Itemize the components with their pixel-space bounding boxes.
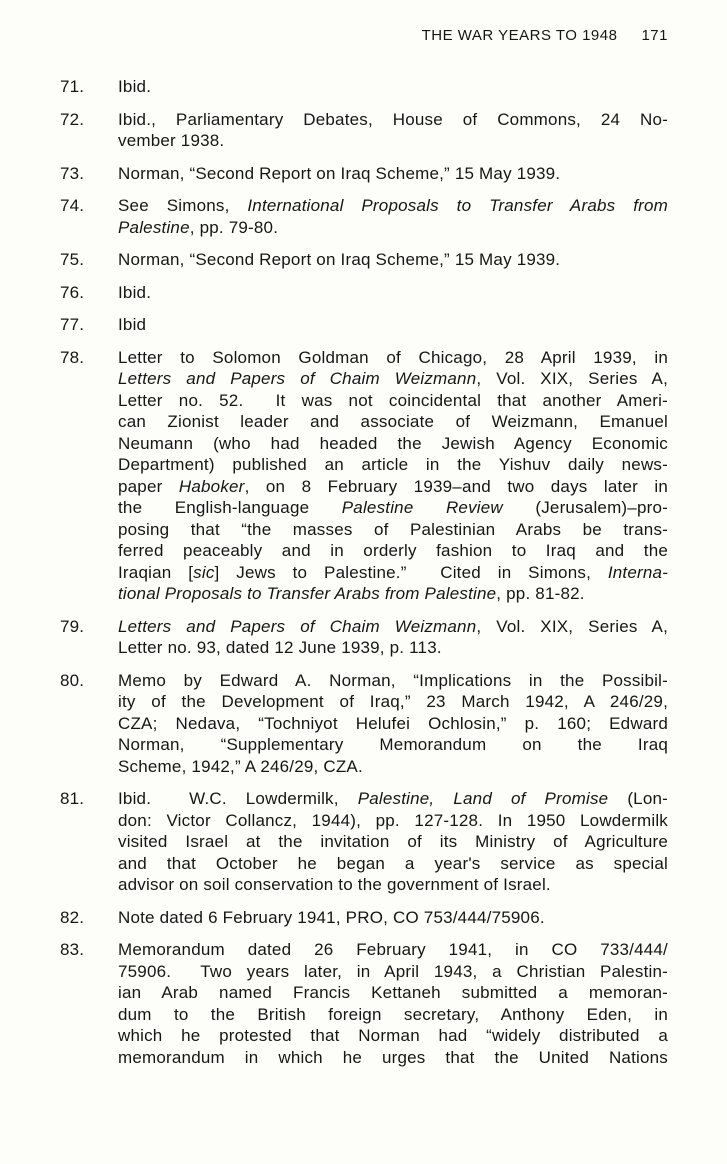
text-segment: don: Victor Collancz, 1944), pp. 127-128. In 1950 Lowdermilk: [118, 810, 668, 830]
text-line: [118, 1025, 668, 1047]
italic-text-segment: Letters and Papers of Chaim Weizmann: [118, 616, 477, 636]
italic-text-segment: International Proposals to Transfer Arabs from: [247, 196, 668, 215]
text-line: [118, 734, 668, 756]
text-line: [118, 163, 668, 185]
text-segment: Ibid., Parliamentary Debates, House of Commons, 24 No-: [118, 109, 668, 129]
endnote-item: [60, 76, 668, 98]
endnote-text: [118, 109, 668, 152]
endnote-number: 78.: [60, 347, 85, 367]
text-line: [118, 1047, 668, 1069]
endnote-number: 79.: [60, 616, 85, 636]
text-line: [118, 670, 668, 692]
endnote-number: 82.: [60, 907, 85, 927]
text-segment: (Lon-: [608, 789, 669, 808]
endnote-item: [60, 907, 668, 929]
text-line: [118, 249, 668, 271]
endnote-text: [118, 939, 668, 1068]
text-segment: Memo by Edward A. Norman, “Implications in the Possibil-: [118, 670, 668, 690]
text-line: [118, 217, 668, 239]
text-line: [118, 788, 668, 810]
italic-text-segment: Palestine: [118, 217, 190, 237]
text-segment: which he protested that Norman had “widely distributed a: [118, 1026, 668, 1045]
endnote-item: [60, 195, 668, 238]
endnote-number: 83.: [60, 940, 85, 959]
endnote-number: 73.: [60, 163, 85, 183]
text-segment: the English-language: [118, 498, 342, 517]
text-segment: , pp. 79-80.: [189, 217, 279, 237]
text-line: [118, 540, 668, 562]
text-line: [118, 1004, 668, 1026]
text-segment: ity of the Development of Iraq,” 23 March 1942, A 246/29,: [118, 692, 668, 711]
text-segment: ian Arab named Francis Kettaneh submitted a memoran-: [118, 983, 668, 1002]
endnote-item: [60, 249, 668, 271]
text-segment: memorandum in which he urges that the United Nations: [118, 1047, 668, 1067]
endnote-text: [118, 616, 668, 659]
page-number: 171: [641, 27, 668, 44]
text-segment: , Vol. XIX, Series A,: [476, 369, 668, 388]
text-segment: , on 8 February 1939–and two days later in: [244, 476, 668, 496]
text-segment: Letter no. 93, dated 12 June 1939, p. 113.: [118, 638, 442, 657]
text-segment: See Simons,: [118, 196, 248, 215]
endnotes-list: [60, 76, 668, 1079]
text-segment: (Jerusalem)–pro-: [502, 498, 668, 517]
text-line: [118, 907, 668, 929]
text-line: [118, 853, 668, 875]
text-line: [118, 874, 668, 896]
text-segment: ferred peaceably and in orderly fashion to Iraq and the: [118, 541, 668, 560]
text-segment: Department) published an article in the Yishuv daily news-: [118, 455, 668, 474]
text-segment: Ibid.: [118, 77, 152, 96]
text-segment: Ibid.: [118, 282, 152, 302]
text-segment: , pp. 81-82.: [496, 584, 585, 603]
text-segment: advisor on soil conservation to the government of Israel.: [118, 875, 551, 894]
endnote-item: [60, 282, 668, 304]
text-line: [118, 497, 668, 519]
text-segment: Iraqian [: [118, 562, 194, 582]
text-line: [118, 433, 668, 455]
text-line: [118, 810, 668, 832]
text-line: [118, 282, 668, 304]
text-segment: , Vol. XIX, Series A,: [476, 616, 668, 636]
endnote-item: [60, 788, 668, 896]
endnote-text: [118, 249, 668, 271]
endnote-number: 75.: [60, 250, 85, 269]
text-segment: Letter no. 52. It was not coincidental that another Ameri-: [118, 390, 668, 410]
endnote-number: 76.: [60, 282, 85, 302]
text-segment: Ibid. W.C. Lowdermilk,: [118, 789, 358, 808]
endnote-number: 71.: [60, 77, 85, 96]
endnote-text: [118, 314, 668, 336]
text-line: [118, 583, 668, 605]
text-segment: paper: [118, 476, 179, 496]
endnote-number: 80.: [60, 670, 85, 690]
text-line: [118, 756, 668, 778]
text-line: [118, 347, 668, 369]
endnote-number: 77.: [60, 315, 85, 334]
text-line: [118, 961, 668, 983]
endnote-item: [60, 163, 668, 185]
text-line: [118, 939, 668, 961]
text-segment: Norman, “Second Report on Iraq Scheme,” 15 May 1939.: [118, 163, 561, 183]
text-line: [118, 368, 668, 390]
text-line: [118, 109, 668, 131]
endnote-number: 81.: [60, 789, 85, 808]
italic-text-segment: tional Proposals to Transfer Arabs from Palestine: [118, 584, 497, 603]
text-segment: Scheme, 1942,” A 246/29, CZA.: [118, 756, 363, 776]
text-segment: can Zionist leader and associate of Weizmann, Emanuel: [118, 412, 668, 431]
running-title: THE WAR YEARS TO 1948: [421, 27, 618, 44]
italic-text-segment: sic: [193, 562, 215, 582]
text-segment: 75906. Two years later, in April 1943, a Christian Palestin-: [118, 961, 668, 981]
text-segment: Neumann (who had headed the Jewish Agency Economic: [118, 433, 668, 453]
text-line: [118, 195, 668, 217]
text-segment: Memorandum dated 26 February 1941, in CO 733/444/: [118, 940, 668, 959]
italic-text-segment: Haboker: [178, 476, 245, 496]
text-line: [118, 982, 668, 1004]
text-line: [118, 390, 668, 412]
text-segment: posing that “the masses of Palestinian Arabs be trans-: [118, 519, 668, 539]
text-line: [118, 831, 668, 853]
endnote-number: 72.: [60, 109, 85, 129]
text-line: [118, 411, 668, 433]
text-segment: CZA; Nedava, “Tochniyot Helufei Ochlosin,” p. 160; Edward: [118, 713, 668, 733]
italic-text-segment: Palestine, Land of Promise: [357, 789, 609, 808]
endnote-item: [60, 939, 668, 1068]
endnote-text: [118, 347, 668, 605]
text-line: [118, 562, 668, 584]
text-segment: visited Israel at the invitation of its Ministry of Agriculture: [118, 832, 668, 851]
text-segment: ] Jews to Palestine.” Cited in Simons,: [214, 562, 608, 582]
text-line: [118, 616, 668, 638]
endnote-text: [118, 282, 668, 304]
italic-text-segment: Palestine Review: [341, 498, 503, 517]
text-line: [118, 691, 668, 713]
text-segment: Norman, “Supplementary Memorandum on the Iraq: [118, 735, 668, 754]
text-segment: vember 1938.: [118, 131, 225, 150]
text-line: [118, 76, 668, 98]
endnote-text: [118, 907, 668, 929]
text-line: [118, 314, 668, 336]
text-segment: Norman, “Second Report on Iraq Scheme,” 15 May 1939.: [118, 250, 561, 269]
endnote-text: [118, 788, 668, 896]
text-line: [118, 519, 668, 541]
text-segment: Letter to Solomon Goldman of Chicago, 28 April 1939, in: [118, 347, 668, 367]
text-segment: and that October he began a year's service as special: [118, 853, 668, 873]
text-line: [118, 476, 668, 498]
text-line: [118, 637, 668, 659]
endnote-text: [118, 195, 668, 238]
endnote-item: [60, 616, 668, 659]
text-line: [118, 130, 668, 152]
page-header: [422, 27, 668, 44]
endnote-number: 74.: [60, 196, 85, 215]
italic-text-segment: Letters and Papers of Chaim Weizmann: [118, 369, 477, 388]
endnote-text: [118, 670, 668, 778]
text-segment: Ibid: [118, 315, 147, 334]
text-line: [118, 713, 668, 735]
endnote-item: [60, 314, 668, 336]
endnote-item: [60, 670, 668, 778]
endnote-item: [60, 347, 668, 605]
text-segment: dum to the British foreign secretary, Anthony Eden, in: [118, 1004, 668, 1024]
endnote-text: [118, 76, 668, 98]
text-line: [118, 454, 668, 476]
endnote-text: [118, 163, 668, 185]
text-segment: Note dated 6 February 1941, PRO, CO 753/444/75906.: [118, 907, 545, 927]
italic-text-segment: Interna-: [607, 562, 669, 582]
endnote-item: [60, 109, 668, 152]
